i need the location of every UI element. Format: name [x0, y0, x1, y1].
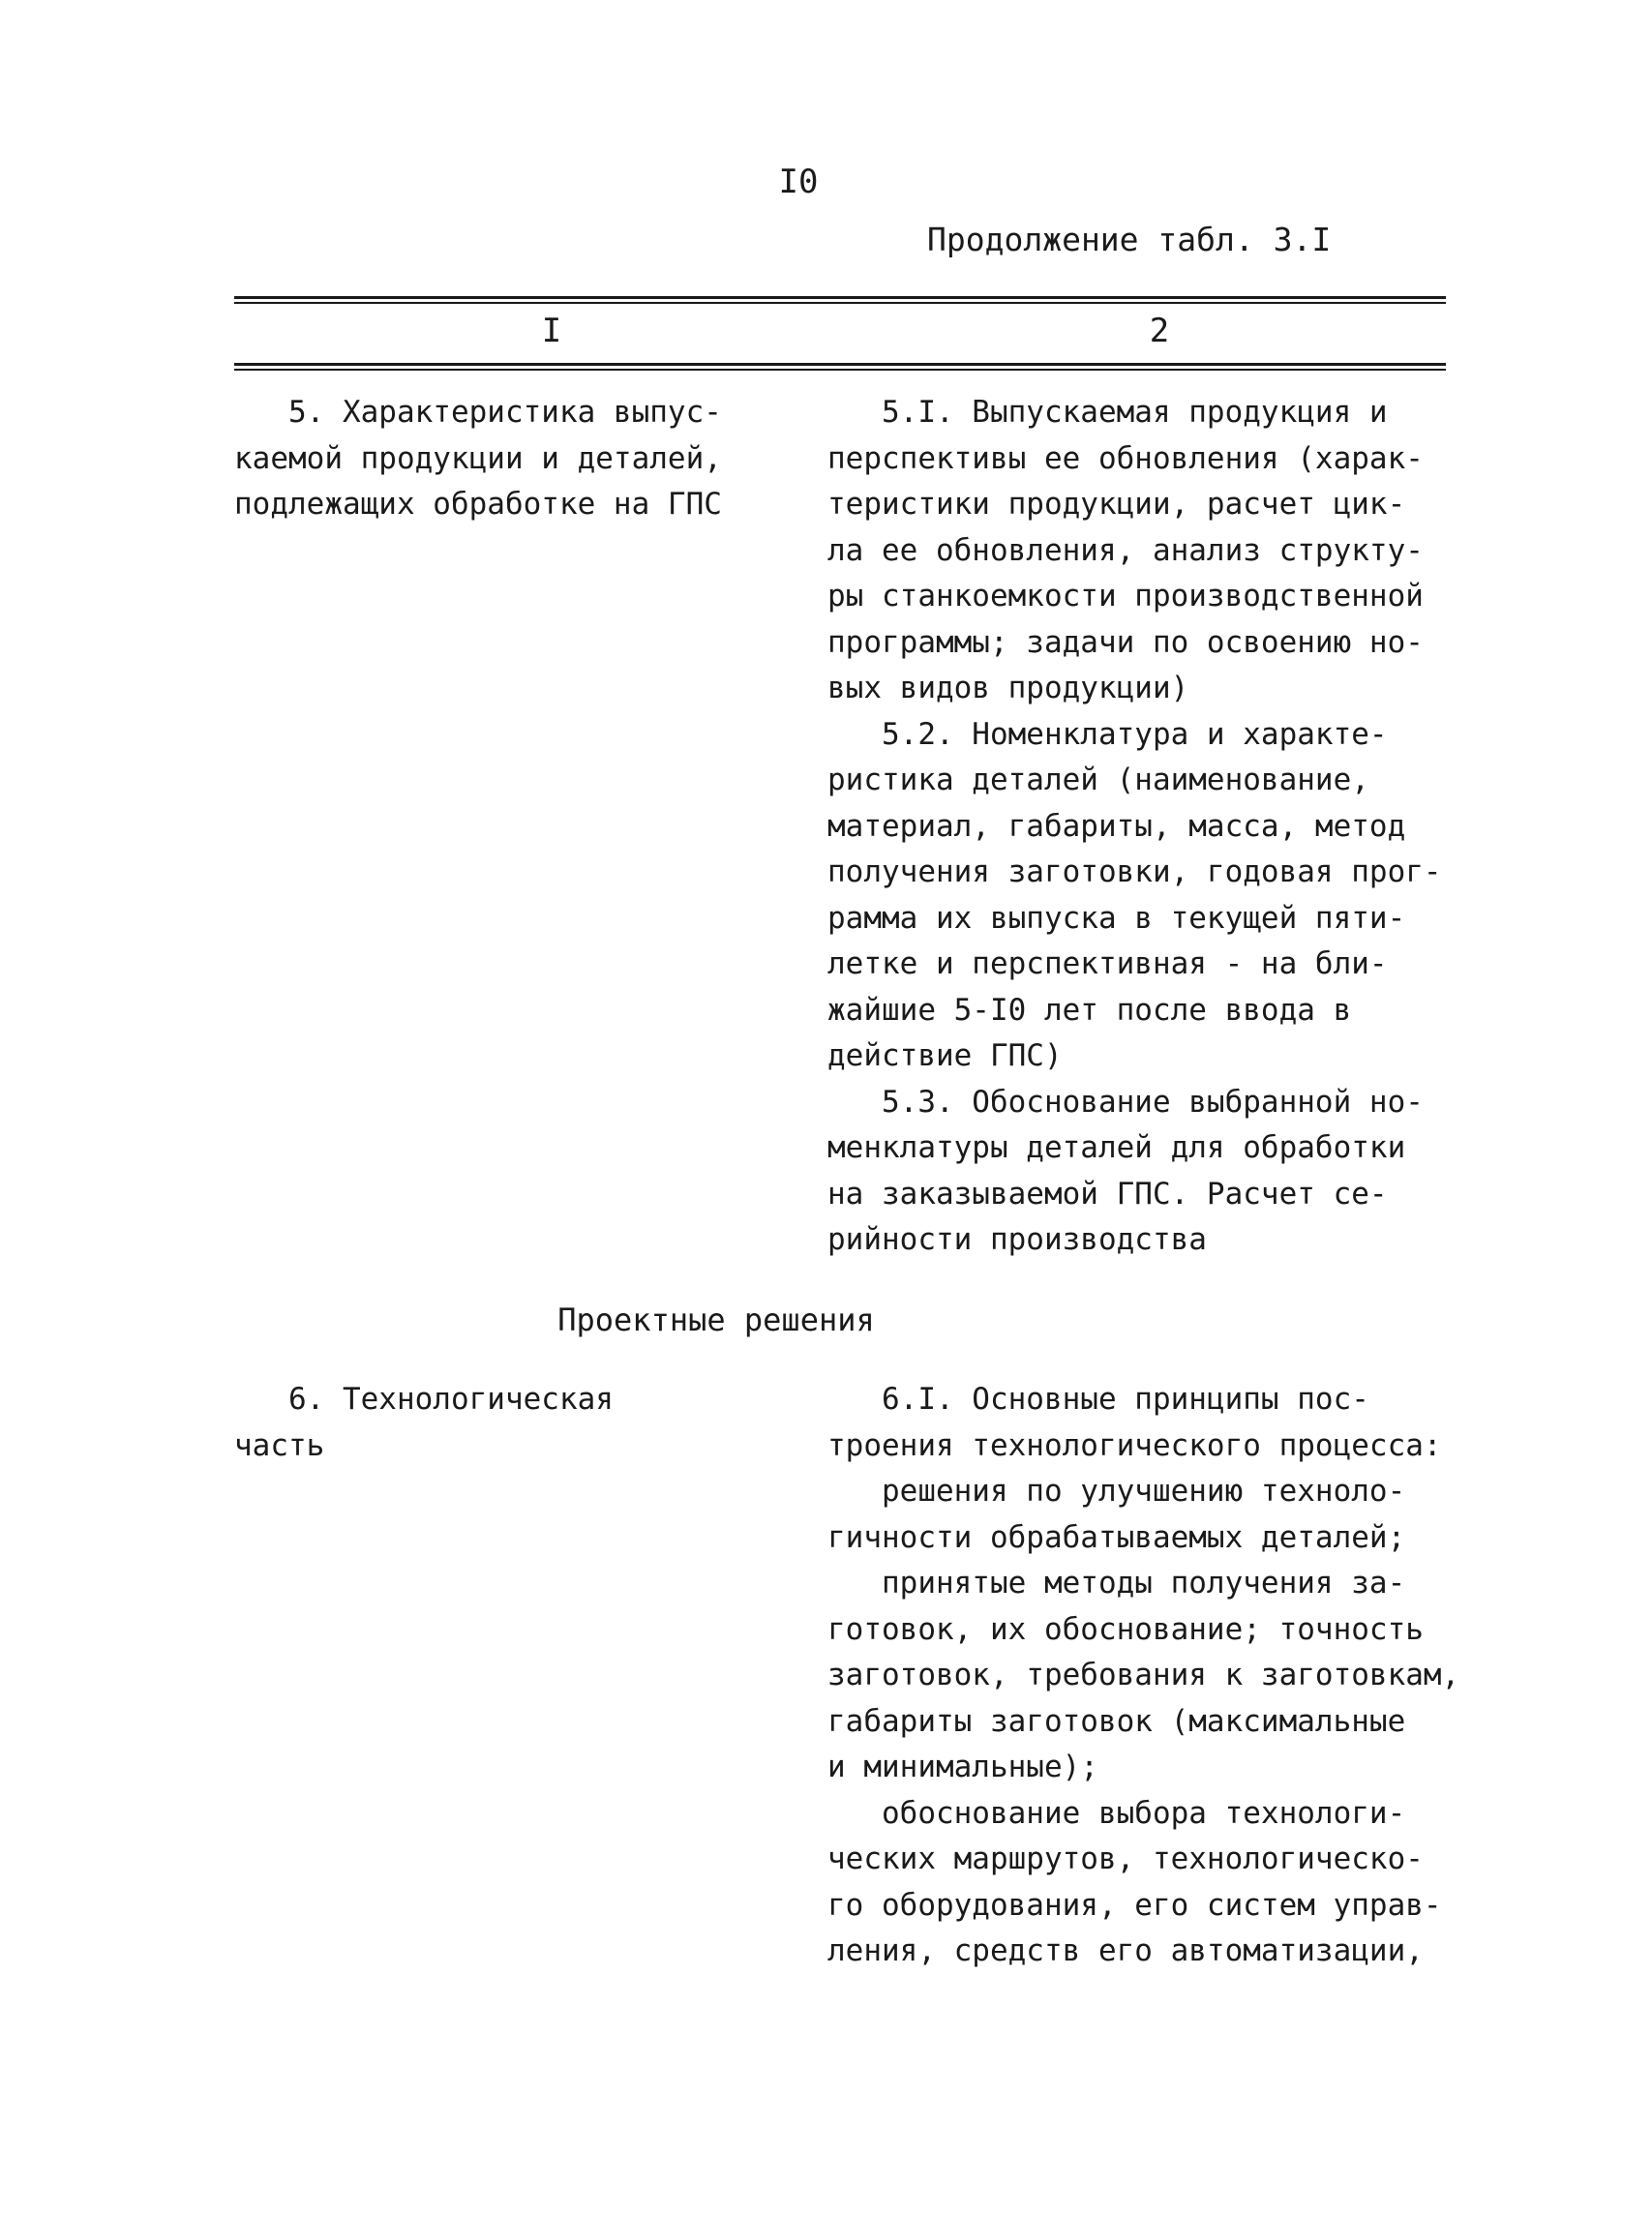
header-bottom-rule	[234, 363, 1446, 366]
text-line: рийности производства	[827, 1222, 1207, 1257]
text-line: ления, средств его автоматизации,	[827, 1933, 1424, 1968]
text-line: действие ГПС)	[827, 1038, 1063, 1073]
text-line: подлежащих обработке на ГПС	[234, 487, 722, 522]
table-continuation-caption: Продолжение табл. 3.I	[927, 221, 1332, 258]
text-line: габариты заготовок (максимальные	[827, 1703, 1406, 1739]
column-header-2: 2	[1149, 312, 1170, 350]
text-line: часть	[234, 1427, 325, 1463]
row5-col2	[827, 390, 1442, 1264]
text-line: троения технологического процесса:	[827, 1427, 1442, 1463]
text-line: менклатуры деталей для обработки	[827, 1130, 1406, 1165]
text-line: го оборудования, его систем управ-	[827, 1887, 1442, 1923]
text-line: материал, габариты, масса, метод	[827, 808, 1406, 844]
text-line: летке и перспективная - на бли-	[827, 946, 1388, 981]
header-bottom-rule-2	[234, 369, 1446, 371]
text-line: на заказываемой ГПС. Расчет се-	[827, 1176, 1388, 1212]
text-line: заготовок, требования к заготовкам,	[827, 1658, 1460, 1692]
text-line: решения по улучшению техноло-	[827, 1474, 1406, 1509]
text-line: теристики продукции, расчет цик-	[827, 487, 1406, 522]
text-line: и минимальные);	[827, 1750, 1098, 1784]
text-line: 5.3. Обоснование выбранной но-	[827, 1084, 1424, 1120]
section-title: Проектные решения	[557, 1302, 875, 1338]
text-line: ческих маршрутов, технологическо-	[827, 1841, 1424, 1876]
text-line: 5.2. Номенклатура и характе-	[827, 716, 1388, 752]
text-line: принятые методы получения за-	[827, 1566, 1406, 1601]
text-line: вых видов продукции)	[827, 671, 1189, 705]
text-line: 6. Технологическая	[234, 1382, 614, 1417]
text-line: получения заготовки, годовая прог-	[827, 854, 1442, 889]
text-line: гичности обрабатываемых деталей;	[827, 1519, 1406, 1555]
row5-col1	[234, 390, 722, 528]
text-line: перспективы ее обновления (харак-	[827, 440, 1424, 476]
text-line: 5. Характеристика выпус-	[234, 395, 722, 430]
text-line: жайшие 5-I0 лет после ввода в	[827, 992, 1352, 1028]
row6-col1	[234, 1377, 614, 1469]
page-number: I0	[778, 163, 819, 201]
table-top-rule-2	[234, 302, 1446, 304]
text-line: рамма их выпуска в текущей пяти-	[827, 900, 1406, 936]
text-line: каемой продукции и деталей,	[234, 440, 722, 476]
table-top-rule	[234, 296, 1446, 299]
text-line: программы; задачи по освоению но-	[827, 624, 1424, 660]
text-line: 6.I. Основные принципы пос-	[827, 1382, 1369, 1417]
text-line: обоснование выбора технологи-	[827, 1795, 1406, 1831]
text-line: готовок, их обоснование; точность	[827, 1611, 1424, 1647]
text-line: 5.I. Выпускаемая продукция и	[827, 395, 1388, 430]
row6-col2	[827, 1377, 1459, 1975]
column-header-1: I	[541, 312, 562, 350]
text-line: ристика деталей (наименование,	[827, 763, 1369, 797]
text-line: ла ее обновления, анализ структу-	[827, 532, 1424, 568]
text-line: ры станкоемкости производственной	[827, 579, 1424, 614]
